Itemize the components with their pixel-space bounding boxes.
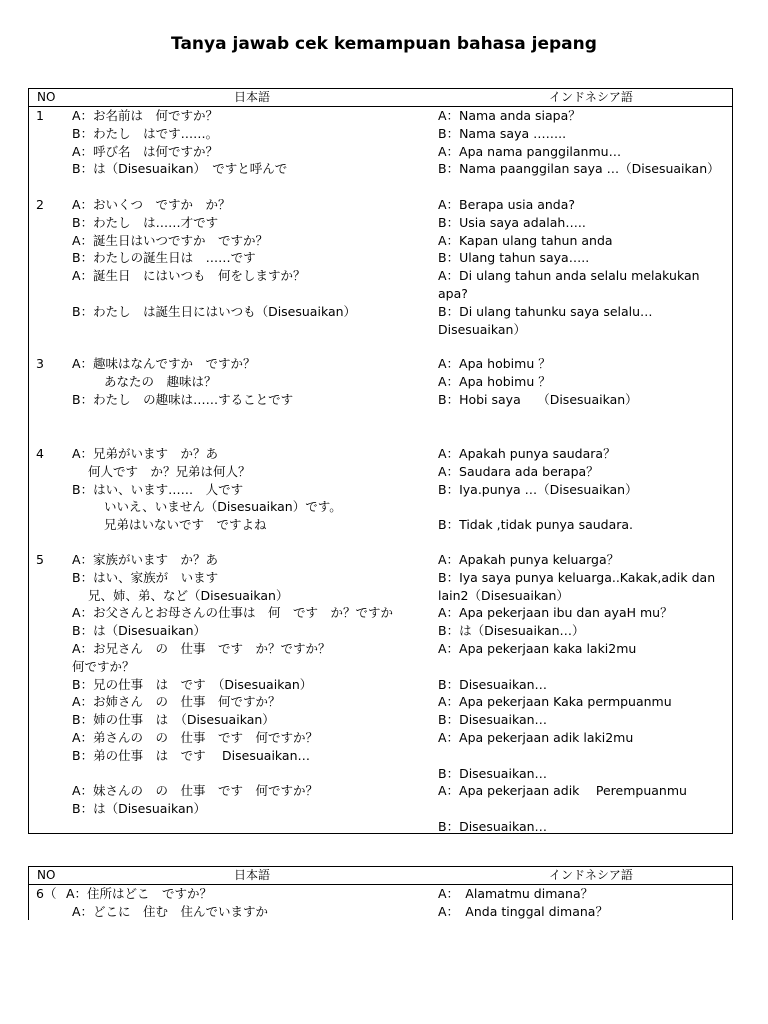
- japanese-line: B：わたしの誕生日は ……です: [72, 250, 256, 266]
- indonesian-line: A：Apa pekerjaan adik laki2mu: [438, 729, 634, 745]
- japanese-line: B：わたし はです……。: [72, 125, 219, 141]
- table-header: [29, 89, 732, 107]
- japanese-column: [29, 445, 429, 534]
- row-number: 6（: [36, 886, 57, 901]
- header-japanese: 日本語: [234, 90, 271, 104]
- indonesian-line: A：Kapan ulang tahun anda: [438, 232, 613, 248]
- japanese-column: [29, 196, 429, 321]
- indonesian-line: B：Ulang tahun saya…..: [438, 250, 590, 266]
- indonesian-line: A：Apakah punya keluarga？: [438, 552, 620, 567]
- japanese-line: B：兄の仕事 は です （Disesuaikan）: [72, 676, 313, 692]
- header-japanese: 日本語: [234, 868, 271, 882]
- japanese-line: B：弟の仕事 は です Disesuaikan…: [72, 747, 311, 763]
- indonesian-line: B：Disesuaikan…: [438, 676, 548, 692]
- japanese-line: [29, 765, 429, 783]
- qa-table-1: [28, 88, 733, 834]
- japanese-column: [29, 107, 429, 178]
- indonesian-line: A： Anda tinggal dimana？: [438, 903, 608, 919]
- japanese-line: A：家族がいます か？あ: [72, 552, 219, 567]
- japanese-line: A：趣味はなんですか ですか？: [72, 356, 256, 371]
- japanese-line: A：おいくつ ですか か？: [72, 197, 231, 212]
- japanese-line: B：わたし は……才です: [72, 214, 219, 230]
- indonesian-column: [438, 107, 728, 178]
- row-number: 3: [36, 356, 44, 371]
- indonesian-line: B：Hobi saya （Disesuaikan）: [438, 391, 638, 407]
- indonesian-line: B：Nama paanggilan saya …（Disesuaikan）: [438, 161, 720, 177]
- indonesian-line: A：Apakah punya saudara？: [438, 446, 616, 461]
- header-indonesian: インドネシア語: [549, 90, 633, 104]
- japanese-line: A：妹さんの の 仕事 です 何ですか？: [72, 783, 319, 799]
- indonesian-line: [438, 498, 728, 516]
- indonesian-line: A： Alamatmu dimana？: [438, 886, 594, 901]
- japanese-line: B：はい、います…… 人です: [72, 481, 244, 497]
- japanese-line: B：は（Disesuaikan） ですと呼んで: [72, 161, 288, 177]
- qa-table-2: [28, 866, 733, 920]
- japanese-line: [29, 285, 429, 303]
- japanese-column: [29, 885, 429, 921]
- row-number: 4: [36, 446, 44, 461]
- indonesian-column: [438, 551, 728, 836]
- japanese-line: 何人です か？兄弟は何人？: [88, 463, 251, 479]
- japanese-line: あなたの 趣味は？: [104, 373, 217, 389]
- japanese-line: A：弟さんの の 仕事 です 何ですか？: [72, 729, 319, 745]
- japanese-line: 何ですか？: [72, 658, 135, 674]
- japanese-line: B：姉の仕事 は （Disesuaikan）: [72, 712, 275, 728]
- row-number: 1: [36, 108, 44, 123]
- japanese-line: A：どこに 住む 住んでいますか: [72, 903, 269, 919]
- japanese-line: B：は（Disesuaikan）: [72, 801, 207, 817]
- indonesian-line: B：は（Disesuaikan…）: [438, 623, 585, 639]
- indonesian-line: A：Apa pekerjaan kaka laki2mu: [438, 640, 637, 656]
- indonesian-column: [438, 355, 728, 408]
- japanese-line: B：わたし の趣味は……することです: [72, 391, 294, 407]
- japanese-line: 兄弟はいないです ですよね: [104, 517, 267, 533]
- indonesian-line: B：Disesuaikan…: [438, 765, 548, 781]
- japanese-column: [29, 355, 429, 408]
- indonesian-line: [438, 658, 728, 676]
- indonesian-line: B：Iya saya punya keluarga..Kakak,adik dan lain2（Disesuaikan）: [438, 569, 716, 603]
- indonesian-column: [438, 885, 728, 921]
- indonesian-line: A：Apa pekerjaan adik Perempuanmu: [438, 783, 687, 799]
- header-no: NO: [37, 90, 56, 104]
- indonesian-line: A：Di ulang tahun anda selalu melakukan apa?: [438, 268, 700, 301]
- indonesian-line: A：Apa hobimu ？: [438, 356, 551, 371]
- japanese-line: A：お名前は 何ですか？: [72, 108, 219, 123]
- indonesian-line: A：Apa pekerjaan Kaka permpuanmu: [438, 694, 672, 710]
- japanese-line: A：住所はどこ ですか？: [66, 886, 213, 901]
- japanese-line: A：兄弟がいます か？あ: [72, 446, 219, 461]
- indonesian-line: A：Apa nama panggilanmu…: [438, 143, 622, 159]
- indonesian-line: B：Usia saya adalah…..: [438, 214, 586, 230]
- indonesian-line: A：Berapa usia anda?: [438, 197, 576, 212]
- japanese-line: A：お兄さん の 仕事 です か？ですか？: [72, 640, 331, 656]
- indonesian-line: B：Tidak ,tidak punya saudara.: [438, 517, 634, 533]
- japanese-line: A：お父さんとお母さんの仕事は 何 です か？ですか: [72, 605, 394, 621]
- indonesian-line: A：Apa pekerjaan ibu dan ayaH mu？: [438, 605, 673, 621]
- indonesian-line: [438, 800, 728, 818]
- indonesian-line: [438, 747, 728, 765]
- japanese-line: B：はい、家族が います: [72, 569, 219, 585]
- indonesian-column: [438, 196, 728, 338]
- indonesian-line: B：Disesuaikan…: [438, 818, 548, 834]
- indonesian-line: A：Apa hobimu ？: [438, 373, 551, 389]
- japanese-line: B：は（Disesuaikan）: [72, 623, 207, 639]
- row-number: 5: [36, 552, 44, 567]
- japanese-column: [29, 551, 429, 818]
- indonesian-line: B：Nama saya ……..: [438, 125, 567, 141]
- japanese-line: 兄、姉、弟、など（Disesuaikan）: [88, 587, 289, 603]
- japanese-line: B：わたし は誕生日にはいつも（Disesuaikan）: [72, 303, 357, 319]
- indonesian-line: A：Saudara ada berapa？: [438, 463, 599, 479]
- indonesian-line: B：Iya.punya …（Disesuaikan）: [438, 481, 638, 497]
- indonesian-line: B：Di ulang tahunku saya selalu…Disesuaikan）: [438, 303, 653, 337]
- indonesian-column: [438, 445, 728, 534]
- header-indonesian: インドネシア語: [549, 868, 633, 882]
- japanese-line: いいえ、いません（Disesuaikan）です。: [104, 499, 342, 515]
- header-no: NO: [37, 868, 56, 882]
- japanese-line: A：呼び名 は何ですか？: [72, 143, 219, 159]
- indonesian-line: A：Nama anda siapa？: [438, 108, 581, 123]
- japanese-line: A：誕生日はいつですか ですか？: [72, 232, 269, 248]
- document-title: Tanya jawab cek kemampuan bahasa jepang: [171, 34, 597, 54]
- japanese-line: A：誕生日 にはいつも 何をしますか？: [72, 268, 306, 284]
- row-number: 2: [36, 197, 44, 212]
- table-header: [29, 867, 732, 885]
- indonesian-line: B：Disesuaikan…: [438, 712, 548, 728]
- japanese-line: A：お姉さん の 仕事 何ですか？: [72, 694, 281, 710]
